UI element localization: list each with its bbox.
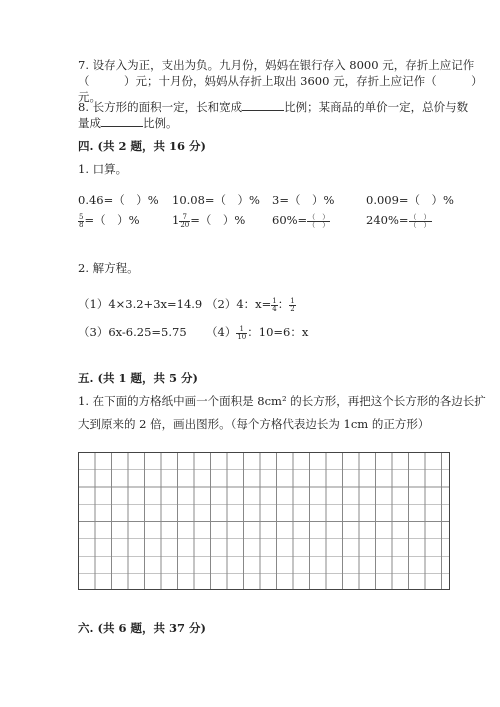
calc-rest: =（ ）% — [84, 213, 140, 227]
calc-lead: 240%= — [366, 213, 409, 227]
calc-240-percent — [366, 213, 432, 229]
frac-num: 1 — [236, 326, 247, 334]
calc-1-7-20 — [172, 213, 245, 229]
q8-line1 — [78, 100, 468, 115]
eq-rest: ：10=6：x — [247, 325, 309, 339]
equation-1: （1）4×3.2+3x=14.9 — [78, 297, 203, 311]
frac-num: （ ） — [409, 212, 431, 221]
frac-num: 1 — [272, 296, 277, 305]
section5-q1-line2: 大到原来的 2 倍，画出图形。（每个方格代表边长为 1cm 的正方形） — [78, 417, 430, 431]
eq-colon: ： — [277, 297, 290, 311]
eq-lead: （4） — [206, 325, 237, 339]
equation-3: （3）6x-6.25=5.75 — [78, 325, 187, 339]
q8-blank-1[interactable] — [242, 100, 284, 111]
frac-den: 4 — [272, 304, 277, 313]
calc-0-009: 0.009=（ ）% — [366, 193, 454, 207]
q7-line2: （ ）元；十月份，妈妈从存折上取出 3600 元，存折上应记作（ ） — [78, 74, 483, 88]
equation-4 — [206, 325, 308, 341]
section5-heading: 五. (共 1 题，共 5 分) — [78, 371, 198, 385]
frac-den: 2 — [290, 304, 295, 313]
fraction-blank — [409, 214, 432, 229]
q8-text-a: 8. 长方形的面积一定，长和宽成 — [78, 100, 243, 114]
fraction-7-20 — [179, 214, 190, 229]
frac-den: 20 — [180, 220, 190, 229]
q7-line1: 7. 设存入为正，支出为负。九月份，妈妈在银行存入 8000 元，存折上应记作 — [78, 58, 475, 72]
calc-10-08: 10.08=（ ）% — [172, 193, 260, 207]
q8-blank-2[interactable] — [101, 116, 143, 127]
fraction-1-10 — [236, 326, 247, 341]
section6-heading: 六. (共 6 题，共 37 分) — [78, 621, 206, 635]
frac-num: （ ） — [308, 212, 330, 221]
frac-den: 8 — [79, 220, 84, 229]
graph-paper-grid[interactable] — [78, 452, 450, 590]
fraction-1-2 — [289, 298, 295, 313]
frac-den: 10 — [237, 332, 247, 341]
calc-60-percent — [272, 213, 330, 229]
q8-line2 — [78, 116, 178, 131]
calc-3: 3=（ ）% — [272, 193, 335, 207]
section5-q1-line1: 1. 在下面的方格纸中画一个面积是 8cm² 的长方形，再把这个长方形的各边长扩 — [78, 394, 486, 408]
section4-q1-label: 1. 口算。 — [78, 162, 128, 176]
calc-rest: =（ ）% — [190, 213, 246, 227]
calc-0-46: 0.46=（ ）% — [78, 193, 159, 207]
section4-q2-label: 2. 解方程。 — [78, 261, 139, 275]
section4-heading: 四. (共 2 题，共 16 分) — [78, 139, 206, 153]
q8-text-b: 比例；某商品的单价一定，总价与数 — [284, 100, 469, 114]
fraction-blank — [307, 214, 330, 229]
frac-num: 1 — [290, 296, 295, 305]
frac-num: 7 — [179, 214, 190, 222]
calc-5-8 — [78, 213, 140, 229]
eq-lead: （2）4：x= — [206, 297, 272, 311]
q8-text-d: 比例。 — [143, 116, 178, 130]
mixed-whole: 1 — [172, 213, 180, 227]
calc-lead: 60%= — [272, 213, 308, 227]
frac-den: （ ） — [409, 220, 431, 229]
equation-2 — [206, 297, 296, 313]
frac-num: 5 — [79, 212, 84, 221]
q8-text-c: 量成 — [78, 116, 101, 130]
q7-line3: 元。 — [78, 90, 101, 104]
frac-den: （ ） — [308, 220, 330, 229]
